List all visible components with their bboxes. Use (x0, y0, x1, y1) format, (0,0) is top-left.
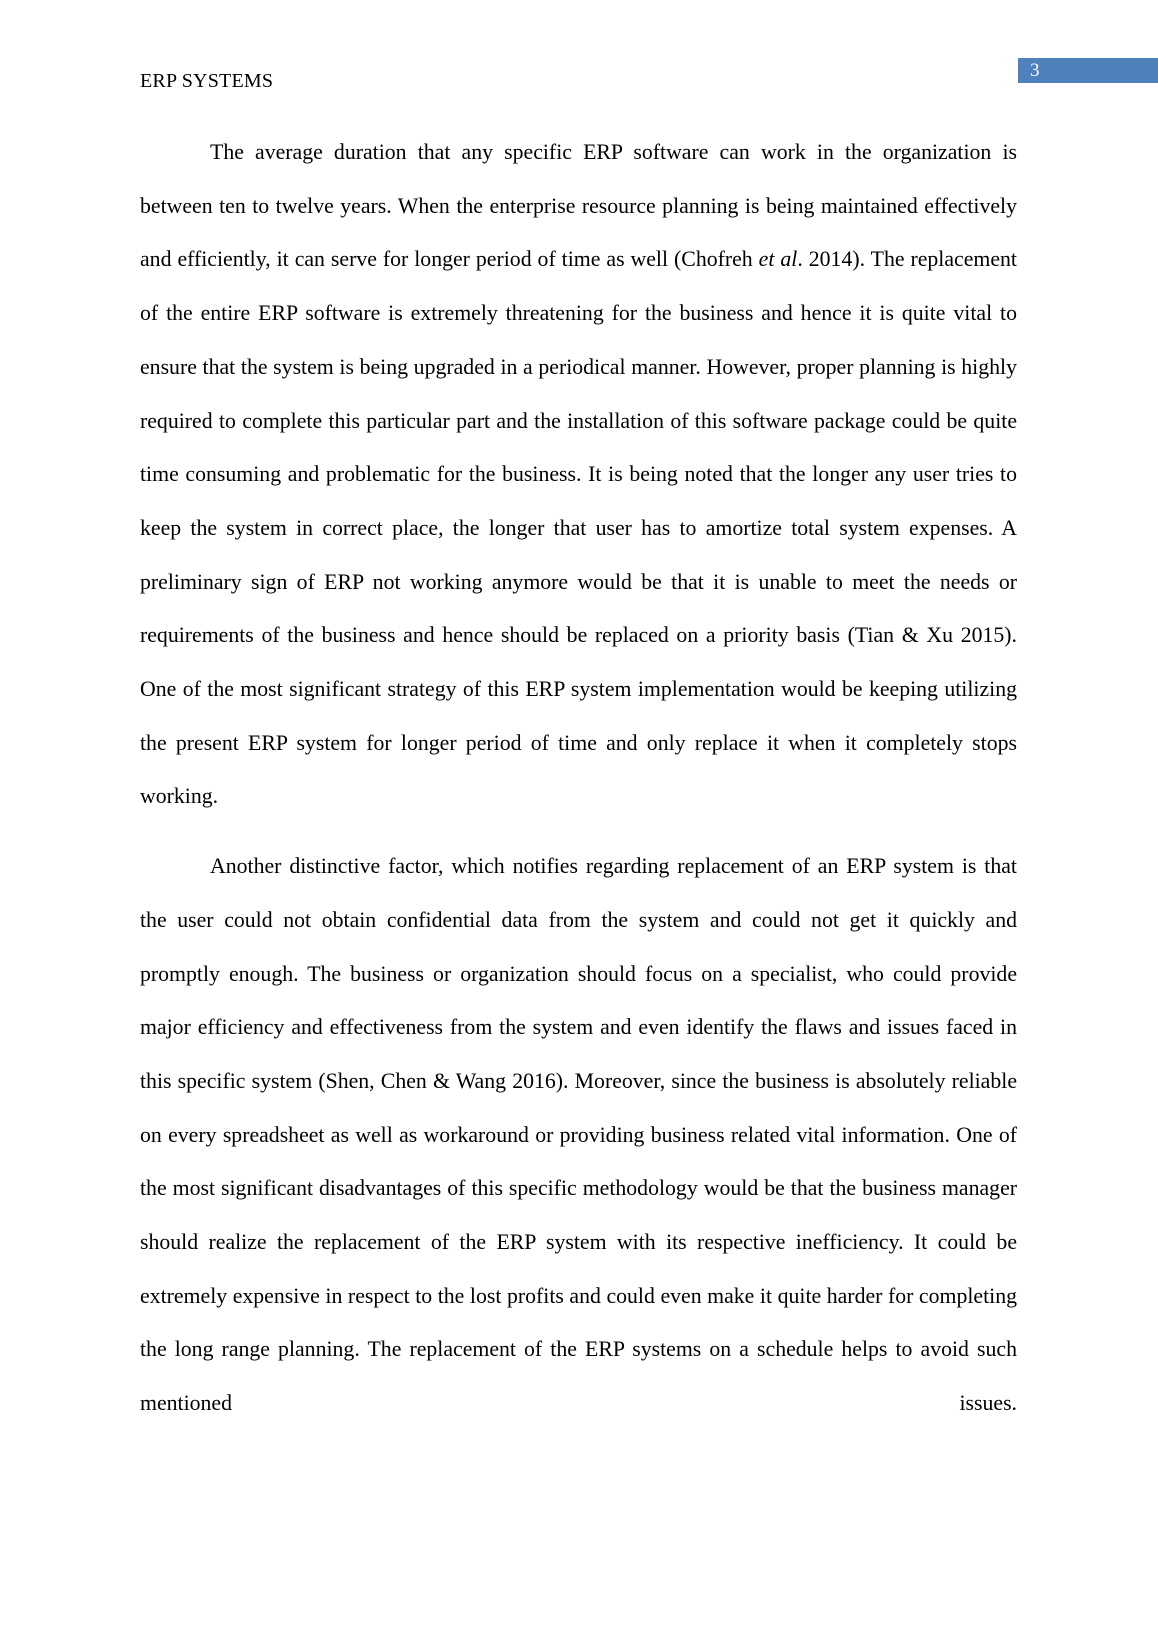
paragraph-1 (140, 126, 1017, 824)
paragraph-2-text: Another distinctive factor, which notifies regarding replacement of an ERP system is that the user could not obtain confidential data from the system and could not get it quickly and promptly enough. The business or organization should focus on a specialist, who could provide major efficiency and effectiveness from the system and even identify the flaws and issues faced in this specific system (Shen, Chen & Wang 2016). Moreover, since the business is absolutely reliable on every spreadsheet as well as workaround or providing business related vital information. One of the most significant disadvantages of this specific methodology would be that the business manager should realize the replacement of the ERP system with its respective inefficiency. It could be extremely expensive in respect to the lost profits and could even make it quite harder for completing the long range planning. The replacement of the ERP systems on a schedule helps to avoid such mentioned issues. (140, 854, 1017, 1416)
paragraph-2 (140, 840, 1017, 1431)
page-number: 3 (1030, 60, 1040, 81)
paragraph-1-text-a: The average duration that any specific ERP software can work in the organization is between ten to twelve years. When the enterprise resource planning is being maintained effectively and efficiently, it can serve for longer period of time as well (Chofreh (140, 140, 1017, 272)
body-text (140, 126, 1017, 1431)
paragraph-1-text-b: . 2014). The replacement of the entire ERP software is extremely threatening for the business and hence it is quite vital to ensure that the system is being upgraded in a periodical manner. However, proper planning is highly required to complete this particular part and the installation of this software package could be quite time consuming and problematic for the business. It is being noted that the longer any user tries to keep the system in correct place, the longer that user has to amortize total system expenses. A preliminary sign of ERP not working anymore would be that it is unable to meet the needs or requirements of the business and hence should be replaced on a priority basis (Tian & Xu 2015). One of the most significant strategy of this ERP system implementation would be keeping utilizing the present ERP system for longer period of time and only replace it when it completely stops working. (140, 247, 1017, 809)
running-head: ERP SYSTEMS (140, 70, 274, 92)
citation-et-al: et al (758, 247, 798, 272)
page-number-box (1018, 58, 1158, 83)
